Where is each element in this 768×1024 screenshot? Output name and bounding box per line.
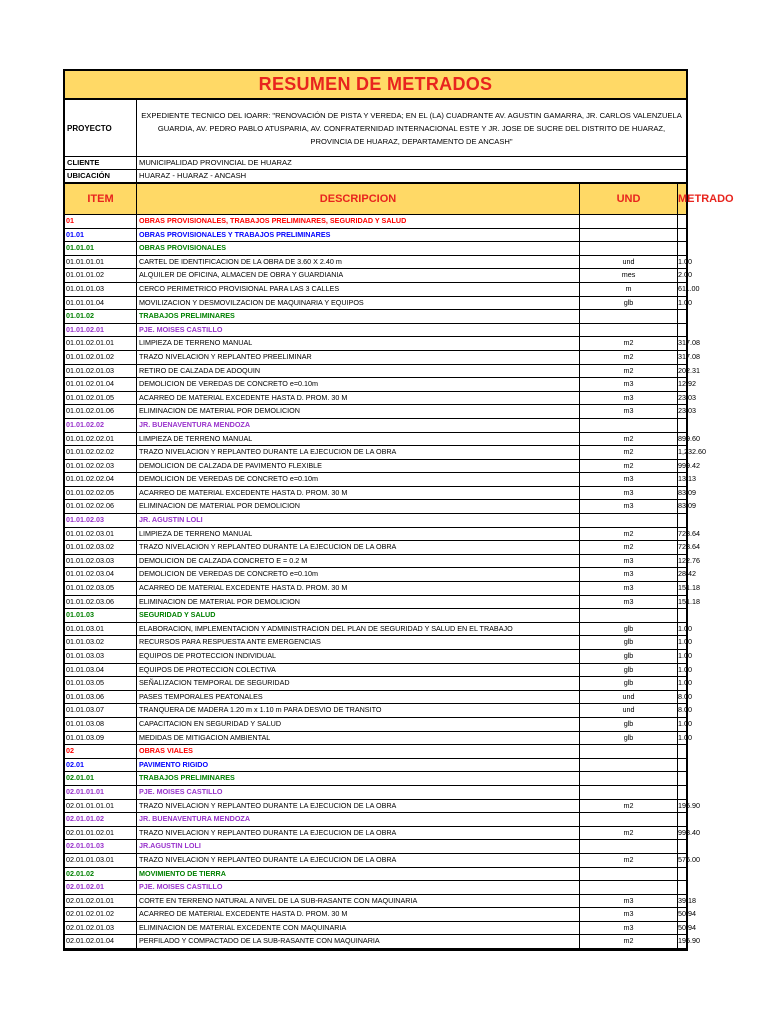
table-row — [65, 636, 692, 650]
row-item: 01.01.02.03 — [65, 514, 137, 527]
row-unit: glb — [580, 623, 678, 636]
table-row — [65, 881, 686, 895]
row-unit: m3 — [580, 500, 678, 513]
table-row — [65, 650, 692, 664]
table-row — [65, 609, 686, 623]
table-row — [65, 269, 692, 283]
row-metrado — [678, 229, 686, 242]
row-description: TRAZO NIVELACION Y REPLANTEO DURANTE LA EJECUCION DE LA OBRA — [137, 827, 580, 840]
row-item: 01.01.01.01 — [65, 256, 137, 269]
row-description: LIMPIEZA DE TERRENO MANUAL — [137, 337, 580, 350]
row-metrado — [678, 609, 686, 622]
client-value: MUNICIPALIDAD PROVINCIAL DE HUARAZ — [139, 158, 292, 167]
row-unit: m3 — [580, 908, 678, 921]
row-description: OBRAS PROVISIONALES, TRABAJOS PRELIMINARES, SEGURIDAD Y SALUD — [137, 215, 580, 228]
row-description: ALQUILER DE OFICINA, ALMACEN DE OBRA Y GUARDIANIA — [137, 269, 580, 282]
row-metrado — [678, 772, 686, 785]
row-unit — [580, 242, 678, 255]
row-metrado: 899.60 — [678, 433, 700, 443]
table-row — [65, 514, 686, 528]
row-unit: und — [580, 691, 678, 704]
row-metrado: 1.00 — [678, 256, 692, 266]
sheet-title: RESUMEN DE METRADOS — [65, 71, 686, 100]
project-text: EXPEDIENTE TECNICO DEL IOARR: "RENOVACIÓN DE PISTA Y VEREDA; EN EL (LA) CUADRANTE AV. AGUSTIN GAMARRA, JR. CARLOS VALENZUELA GUARDIA, AV. PEDRO PABLO ATUSPARIA, AV. CONFRATERNIDAD INTERNACIONAL ESTE Y JR. JOSE DE SUCRE DEL DISTRITO DE HUARAZ, PROVINCIA DE HUARAZ, DEPARTAMENTO DE ANCASH" — [141, 110, 682, 146]
row-description: MOVILIZACION Y DESMOVILZACION DE MAQUINARIA Y EQUIPOS — [137, 297, 580, 310]
row-item: 02.01.02.01.03 — [65, 922, 137, 935]
row-item: 01.01.03.04 — [65, 664, 137, 677]
table-row — [65, 297, 692, 311]
row-item: 02.01.02.01.04 — [65, 935, 137, 948]
row-unit — [580, 840, 678, 853]
table-row — [65, 908, 696, 922]
row-metrado: 999.42 — [678, 460, 700, 470]
row-description: CERCO PERIMETRICO PROVISIONAL PARA LAS 3 CALLES — [137, 283, 580, 296]
table-row — [65, 555, 700, 569]
col-item-header: ITEM — [65, 184, 137, 214]
row-metrado — [678, 310, 686, 323]
row-item: 01.01.02.02 — [65, 419, 137, 432]
row-unit — [580, 813, 678, 826]
row-unit: m2 — [580, 460, 678, 473]
row-description: PAVIMENTO RIGIDO — [137, 759, 580, 772]
row-metrado: 728.64 — [678, 528, 700, 538]
row-description: ACARREO DE MATERIAL EXCEDENTE HASTA D. PROM. 30 M — [137, 392, 580, 405]
client-row — [65, 157, 686, 170]
row-unit: m3 — [580, 378, 678, 391]
row-description: ACARREO DE MATERIAL EXCEDENTE HASTA D. PROM. 30 M — [137, 908, 580, 921]
row-unit — [580, 310, 678, 323]
row-description: TRAZO NIVELACION Y REPLANTEO DURANTE LA EJECUCION DE LA OBRA — [137, 800, 580, 813]
table-row — [65, 446, 706, 460]
table-row — [65, 800, 700, 814]
row-unit — [580, 514, 678, 527]
row-unit — [580, 609, 678, 622]
row-metrado: 83.09 — [678, 487, 696, 497]
row-metrado: 195.90 — [678, 936, 700, 946]
row-item: 01.01.02.01.05 — [65, 392, 137, 405]
table-body — [65, 215, 706, 949]
table-row — [65, 623, 692, 637]
row-metrado — [678, 745, 686, 758]
row-unit — [580, 868, 678, 881]
table-row — [65, 256, 692, 270]
row-unit: und — [580, 256, 678, 269]
row-description: SEGURIDAD Y SALUD — [137, 609, 580, 622]
row-unit: m3 — [580, 555, 678, 568]
row-metrado: 1.00 — [678, 678, 692, 688]
row-description: DEMOLICION DE CALZADA DE PAVIMENTO FLEXIBLE — [137, 460, 580, 473]
row-metrado: 50.94 — [678, 909, 696, 919]
row-unit: m2 — [580, 446, 678, 459]
table-header — [65, 183, 734, 215]
row-metrado: 728.64 — [678, 542, 700, 552]
row-unit — [580, 324, 678, 337]
table-row — [65, 487, 696, 501]
row-description: CORTE EN TERRENO NATURAL A NIVEL DE LA SUB-RASANTE CON MAQUINARIA — [137, 895, 580, 908]
row-item: 01.01.01.04 — [65, 297, 137, 310]
row-metrado: 13.13 — [678, 474, 696, 484]
row-description: ELABORACION, IMPLEMENTACION Y ADMINISTRACION DEL PLAN DE SEGURIDAD Y SALUD EN EL TRABAJO — [137, 623, 580, 636]
row-metrado — [678, 813, 686, 826]
row-metrado: 8.00 — [678, 705, 692, 715]
table-row — [65, 813, 686, 827]
row-metrado — [678, 759, 686, 772]
row-description: CAPACITACION EN SEGURIDAD Y SALUD — [137, 718, 580, 731]
row-unit: m3 — [580, 487, 678, 500]
row-metrado: 1.00 — [678, 651, 692, 660]
row-description: DEMOLICION DE VEREDAS DE CONCRETO e=0.10m — [137, 568, 580, 581]
row-metrado: 1.00 — [678, 718, 692, 728]
row-item: 02 — [65, 745, 137, 758]
row-item: 01.01.02.03.05 — [65, 582, 137, 595]
table-row — [65, 732, 692, 746]
row-item: 01.01.02.02.01 — [65, 433, 137, 446]
row-item: 01.01.02.02.03 — [65, 460, 137, 473]
row-unit: m2 — [580, 800, 678, 813]
table-row — [65, 324, 686, 338]
col-desc-header: DESCRIPCION — [137, 184, 580, 214]
row-item: 02.01.01 — [65, 772, 137, 785]
row-unit — [580, 786, 678, 799]
row-metrado: 1.00 — [678, 637, 692, 647]
row-unit: m — [580, 283, 678, 296]
row-metrado: 23.03 — [678, 392, 696, 402]
row-unit: m2 — [580, 365, 678, 378]
row-metrado — [678, 242, 686, 255]
row-metrado — [678, 215, 686, 228]
row-unit: m2 — [580, 433, 678, 446]
row-item: 01.01.03 — [65, 609, 137, 622]
row-item: 02.01.01.01.01 — [65, 800, 137, 813]
table-row — [65, 242, 686, 256]
row-item: 01.01.02.03.04 — [65, 568, 137, 581]
row-description: RETIRO DE CALZADA DE ADOQUIN — [137, 365, 580, 378]
row-unit: m2 — [580, 351, 678, 364]
row-description: TRANQUERA DE MADERA 1.20 m x 1.10 m PARA DESVIO DE TRANSITO — [137, 704, 580, 717]
row-metrado: 202.31 — [678, 365, 700, 375]
row-item: 01.01.03.08 — [65, 718, 137, 731]
row-unit: m2 — [580, 854, 678, 867]
row-item: 01.01.03.09 — [65, 732, 137, 745]
row-description: SEÑALIZACION TEMPORAL DE SEGURIDAD — [137, 677, 580, 690]
row-metrado: 151.18 — [678, 596, 700, 606]
row-item: 01.01.02.03.01 — [65, 528, 137, 541]
table-row — [65, 596, 700, 610]
row-item: 01.01.03.05 — [65, 677, 137, 690]
row-description: LIMPIEZA DE TERRENO MANUAL — [137, 528, 580, 541]
table-row — [65, 718, 692, 732]
table-row — [65, 473, 696, 487]
row-unit — [580, 419, 678, 432]
table-row — [65, 528, 700, 542]
row-description: EQUIPOS DE PROTECCION INDIVIDUAL — [137, 650, 580, 663]
row-metrado: 2.00 — [678, 270, 692, 280]
table-row — [65, 691, 692, 705]
row-unit: glb — [580, 732, 678, 745]
row-description: MEDIDAS DE MITIGACION AMBIENTAL — [137, 732, 580, 745]
row-description: PERFILADO Y COMPACTADO DE LA SUB-RASANTE CON MAQUINARIA — [137, 935, 580, 948]
col-metrado-header: METRADO — [678, 193, 734, 205]
row-unit: m2 — [580, 935, 678, 948]
project-label: PROYECTO — [65, 100, 137, 156]
row-unit — [580, 229, 678, 242]
row-description: PASES TEMPORALES PEATONALES — [137, 691, 580, 704]
row-item: 01.01.03.01 — [65, 623, 137, 636]
row-metrado: 50.94 — [678, 922, 696, 932]
row-item: 01.01.02.01.06 — [65, 405, 137, 418]
table-row — [65, 337, 700, 351]
row-unit: m2 — [580, 528, 678, 541]
row-item: 01.01.01 — [65, 242, 137, 255]
row-description: RECURSOS PARA RESPUESTA ANTE EMERGENCIAS — [137, 636, 580, 649]
row-description: PJE. MOISES CASTILLO — [137, 786, 580, 799]
row-description: DEMOLICION DE VEREDAS DE CONCRETO e=0.10m — [137, 378, 580, 391]
table-row — [65, 895, 696, 909]
row-item: 02.01.01.03.01 — [65, 854, 137, 867]
row-metrado — [678, 419, 686, 432]
row-metrado: 1.00 — [678, 297, 692, 307]
row-metrado — [678, 881, 686, 894]
row-item: 01.01.02.02.04 — [65, 473, 137, 486]
row-metrado — [678, 868, 686, 881]
row-unit: m3 — [580, 582, 678, 595]
row-metrado — [678, 514, 686, 527]
row-item: 01 — [65, 215, 137, 228]
row-description: LIMPIEZA DE TERRENO MANUAL — [137, 433, 580, 446]
table-row — [65, 677, 692, 691]
row-unit: glb — [580, 664, 678, 677]
project-row — [65, 100, 686, 157]
row-metrado: 1.00 — [678, 623, 692, 633]
row-item: 02.01 — [65, 759, 137, 772]
row-description: JR. AGUSTIN LOLI — [137, 514, 580, 527]
row-description: JR.AGUSTIN LOLI — [137, 840, 580, 853]
row-item: 01.01.03.03 — [65, 650, 137, 663]
row-description: DEMOLICION DE VEREDAS DE CONCRETO e=0.10m — [137, 473, 580, 486]
row-unit: m2 — [580, 827, 678, 840]
table-row — [65, 378, 696, 392]
row-description: OBRAS VIALES — [137, 745, 580, 758]
row-item: 01.01.02.03.03 — [65, 555, 137, 568]
row-item: 01.01 — [65, 229, 137, 242]
row-unit: m3 — [580, 895, 678, 908]
table-row — [65, 392, 696, 406]
row-metrado: 39.18 — [678, 895, 696, 905]
row-metrado: 576.00 — [678, 854, 700, 864]
row-item: 02.01.01.03 — [65, 840, 137, 853]
row-unit: glb — [580, 650, 678, 663]
table-row — [65, 772, 686, 786]
table-row — [65, 419, 686, 433]
row-metrado: 1.00 — [678, 732, 692, 742]
row-metrado: 317.08 — [678, 338, 700, 348]
row-item: 02.01.02.01.02 — [65, 908, 137, 921]
row-item: 01.01.02.02.06 — [65, 500, 137, 513]
row-description: TRAZO NIVELACION Y REPLANTEO DURANTE LA EJECUCION DE LA OBRA — [137, 854, 580, 867]
row-description: EQUIPOS DE PROTECCION COLECTIVA — [137, 664, 580, 677]
row-description: ELIMINACION DE MATERIAL POR DEMOLICION — [137, 500, 580, 513]
row-description: PJE. MOISES CASTILLO — [137, 881, 580, 894]
row-item: 01.01.02.01.02 — [65, 351, 137, 364]
row-description: JR. BUENAVENTURA MENDOZA — [137, 419, 580, 432]
row-metrado: 317.08 — [678, 351, 700, 361]
row-metrado: 1,232.60 — [678, 447, 706, 457]
table-row — [65, 365, 700, 379]
row-description: PJE. MOISES CASTILLO — [137, 324, 580, 337]
row-description: ELIMINACION DE MATERIAL POR DEMOLICION — [137, 405, 580, 418]
row-item: 01.01.02.02.05 — [65, 487, 137, 500]
row-metrado — [678, 840, 686, 853]
row-metrado — [678, 786, 686, 799]
client-label: CLIENTE — [65, 157, 137, 169]
row-unit: m2 — [580, 541, 678, 554]
row-description: OBRAS PROVISIONALES Y TRABAJOS PRELIMINARES — [137, 229, 580, 242]
row-description: TRAZO NIVELACION Y REPLANTEO PREELIMINAR — [137, 351, 580, 364]
row-description: DEMOLICION DE CALZADA CONCRETO E = 0.2 M — [137, 555, 580, 568]
row-metrado: 83.09 — [678, 501, 696, 511]
row-item: 01.01.03.07 — [65, 704, 137, 717]
row-item: 01.01.02.03.06 — [65, 596, 137, 609]
row-description: TRAZO NIVELACION Y REPLANTEO DURANTE LA EJECUCION DE LA OBRA — [137, 541, 580, 554]
row-description: MOVIMIENTO DE TIERRA — [137, 868, 580, 881]
table-row — [65, 840, 686, 854]
table-row — [65, 310, 686, 324]
col-und-header: UND — [580, 184, 678, 214]
row-unit: glb — [580, 677, 678, 690]
location-label: UBICACIÓN — [65, 170, 137, 182]
row-item: 01.01.02.02.02 — [65, 446, 137, 459]
table-row — [65, 405, 696, 419]
row-description: OBRAS PROVISIONALES — [137, 242, 580, 255]
row-metrado: 12.92 — [678, 379, 696, 389]
row-description: JR. BUENAVENTURA MENDOZA — [137, 813, 580, 826]
row-description: ELIMINACION DE MATERIAL EXCEDENTE CON MAQUINARIA — [137, 922, 580, 935]
row-item: 01.01.02.01.03 — [65, 365, 137, 378]
row-unit — [580, 772, 678, 785]
row-metrado: 122.76 — [678, 555, 700, 565]
location-row — [65, 170, 686, 183]
row-unit: glb — [580, 718, 678, 731]
table-row — [65, 500, 696, 514]
row-item: 02.01.02 — [65, 868, 137, 881]
row-unit: m3 — [580, 392, 678, 405]
table-row — [65, 854, 700, 868]
row-item: 01.01.02.03.02 — [65, 541, 137, 554]
row-metrado: 611.00 — [678, 283, 700, 293]
table-row — [65, 283, 700, 297]
row-item: 01.01.01.02 — [65, 269, 137, 282]
table-row — [65, 827, 700, 841]
table-row — [65, 664, 692, 678]
row-item: 02.01.01.01 — [65, 786, 137, 799]
row-item: 01.01.02.01 — [65, 324, 137, 337]
table-row — [65, 215, 686, 229]
row-metrado: 1.00 — [678, 664, 692, 674]
row-item: 01.01.03.02 — [65, 636, 137, 649]
table-row — [65, 922, 696, 936]
row-unit: m2 — [580, 337, 678, 350]
row-unit: m3 — [580, 568, 678, 581]
row-metrado: 8.00 — [678, 691, 692, 701]
row-item: 01.01.02 — [65, 310, 137, 323]
row-item: 01.01.02.01.04 — [65, 378, 137, 391]
table-row — [65, 229, 686, 243]
row-unit — [580, 881, 678, 894]
row-metrado: 151.18 — [678, 583, 700, 593]
row-unit — [580, 215, 678, 228]
row-description: ELIMINACION DE MATERIAL POR DEMOLICION — [137, 596, 580, 609]
row-description: TRABAJOS PRELIMINARES — [137, 772, 580, 785]
table-row — [65, 582, 700, 596]
table-row — [65, 745, 686, 759]
row-description: ACARREO DE MATERIAL EXCEDENTE HASTA D. PROM. 30 M — [137, 487, 580, 500]
row-unit: m3 — [580, 596, 678, 609]
metrados-sheet — [63, 69, 734, 951]
row-item: 02.01.02.01.01 — [65, 895, 137, 908]
row-unit: m3 — [580, 405, 678, 418]
row-description: TRABAJOS PRELIMINARES — [137, 310, 580, 323]
table-row — [65, 568, 696, 582]
row-description: ACARREO DE MATERIAL EXCEDENTE HASTA D. PROM. 30 M — [137, 582, 580, 595]
row-item: 01.01.02.01.01 — [65, 337, 137, 350]
row-description: TRAZO NIVELACION Y REPLANTEO DURANTE LA EJECUCION DE LA OBRA — [137, 446, 580, 459]
row-metrado: 195.90 — [678, 800, 700, 810]
row-item: 01.01.01.03 — [65, 283, 137, 296]
row-item: 02.01.01.02 — [65, 813, 137, 826]
table-row — [65, 433, 700, 447]
table-row — [65, 786, 686, 800]
row-item: 01.01.03.06 — [65, 691, 137, 704]
row-unit: und — [580, 704, 678, 717]
row-unit — [580, 759, 678, 772]
table-row — [65, 704, 692, 718]
row-unit: m3 — [580, 473, 678, 486]
table-row — [65, 759, 686, 773]
row-unit: m3 — [580, 922, 678, 935]
table-row — [65, 351, 700, 365]
row-metrado — [678, 324, 686, 337]
row-item: 02.01.01.02.01 — [65, 827, 137, 840]
location-value: HUARAZ - HUARAZ - ANCASH — [139, 171, 247, 180]
row-metrado: 23.03 — [678, 406, 696, 416]
row-unit — [580, 745, 678, 758]
table-row — [65, 460, 700, 474]
table-row — [65, 935, 700, 949]
row-metrado: 28.42 — [678, 569, 696, 579]
row-metrado: 998.40 — [678, 827, 700, 837]
row-unit: glb — [580, 297, 678, 310]
row-description: CARTEL DE IDENTIFICACION DE LA OBRA DE 3.60 X 2.40 m — [137, 256, 580, 269]
table-row — [65, 541, 700, 555]
table-row — [65, 868, 686, 882]
row-unit: mes — [580, 269, 678, 282]
row-item: 02.01.02.01 — [65, 881, 137, 894]
row-unit: glb — [580, 636, 678, 649]
